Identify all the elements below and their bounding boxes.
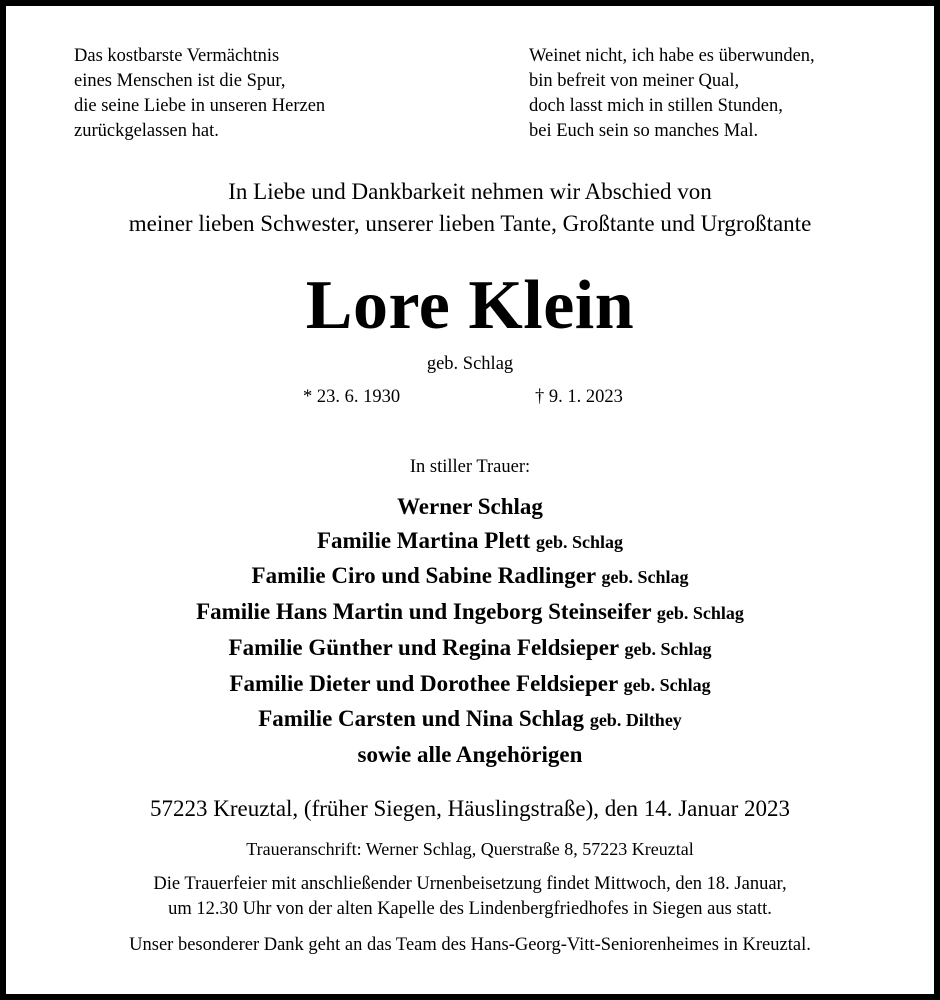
mourner-suffix: geb. Schlag [601,567,689,588]
quote-left-line: die seine Liebe in unseren Herzen [74,96,326,116]
mourner-name: Werner Schlag [397,494,543,519]
mourner-entry [0,631,940,667]
place-and-date: 57223 Kreuztal, (früher Siegen, Häuslingstraße), den 14. Januar 2023 [150,796,790,821]
mourner-entry [0,559,940,595]
quote-right-line: bei Euch sein so manches Mal. [529,121,759,141]
intro-line: meiner lieben Schwester, unserer lieben Tante, Großtante und Urgroßtante [128,211,812,236]
quote-left-line: eines Menschen ist die Spur, [74,71,286,91]
mourning-label: In stiller Trauer: [409,457,531,477]
mourner-name: sowie alle Angehörigen [357,741,583,767]
mourner-suffix: geb. Schlag [623,674,711,695]
mourner-suffix: geb. Schlag [656,603,744,624]
mourner-entry [0,490,940,524]
mourner-name: Familie Martina Plett [316,527,531,553]
quote-right-line: bin befreit von meiner Qual, [529,71,740,91]
mourner-entry [0,524,940,560]
intro-line: In Liebe und Dankbarkeit nehmen wir Abschied von [228,179,712,204]
death-date: † 9. 1. 2023 [535,387,623,407]
mourner-name: Familie Ciro und Sabine Radlinger [251,563,596,589]
mourner-name: Familie Hans Martin und Ingeborg Steinseifer [196,599,652,625]
mourner-name: Familie Carsten und Nina Schlag [258,706,585,732]
thanks-note: Unser besonderer Dank geht an das Team des Hans-Georg-Vitt-Seniorenheimes in Kreuztal. [129,935,811,955]
mourner-entry [0,595,940,631]
deceased-name: Lore Klein [305,267,635,344]
quote-right-line: doch lasst mich in stillen Stunden, [529,96,783,116]
mourner-suffix: geb. Dilthey [589,710,682,731]
quote-left-line: Das kostbarste Vermächtnis [74,46,280,66]
quote-right-line: Weinet nicht, ich habe es überwunden, [529,46,815,66]
ceremony-line: Die Trauerfeier mit anschließender Urnenbeisetzung findet Mittwoch, den 18. Januar, [153,874,787,894]
mourner-name: Familie Dieter und Dorothee Feldsieper [229,670,618,696]
quote-left [74,44,325,144]
birth-date: * 23. 6. 1930 [303,387,401,407]
mourning-address: Traueranschrift: Werner Schlag, Querstraße 8, 57223 Kreuztal [246,839,694,859]
mourner-entry [0,702,940,738]
intro-text [0,176,940,240]
quote-right [529,44,815,144]
ceremony-info [0,872,940,922]
ceremony-line: um 12.30 Uhr von der alten Kapelle des Lindenbergfriedhofes in Siegen aus statt. [168,899,772,919]
mourner-suffix: geb. Schlag [536,531,624,552]
birth-name: geb. Schlag [426,354,514,374]
quote-left-line: zurückgelassen hat. [74,121,219,141]
mourner-entry [0,667,940,703]
mourners-list [0,490,940,772]
mourner-suffix: geb. Schlag [624,638,712,659]
mourner-entry [0,738,940,772]
mourner-name: Familie Günther und Regina Feldsieper [228,634,619,660]
